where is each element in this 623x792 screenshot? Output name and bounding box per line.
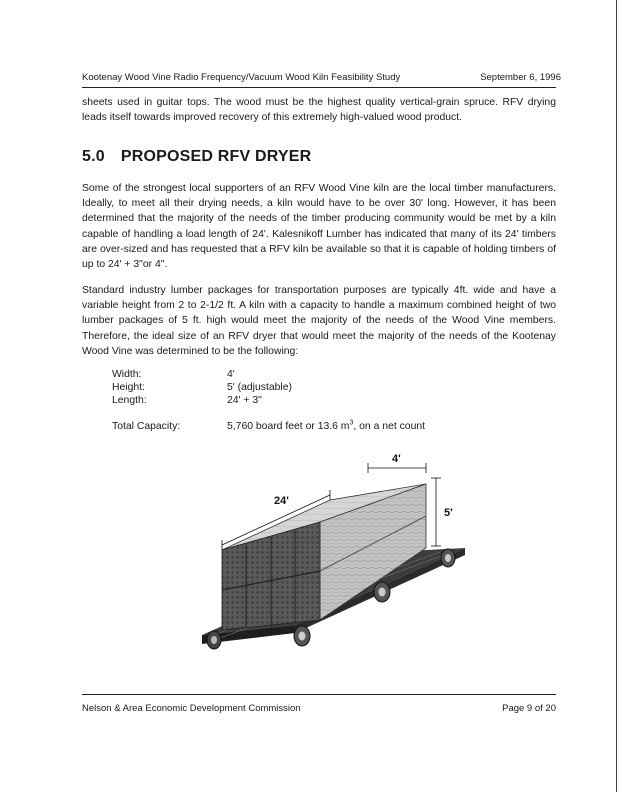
capacity-label: Total Capacity: (112, 421, 181, 432)
dimension-height (431, 478, 453, 546)
header-title: Kootenay Wood Vine Radio Frequency/Vacuum Wood Kiln Feasibility Study (82, 72, 401, 83)
spec-height-label: Height: (112, 382, 145, 393)
footer-divider (82, 694, 556, 695)
lumber-package-figure (190, 440, 490, 665)
cart-wheel-rear-right (441, 549, 455, 567)
spec-length-label: Length: (112, 395, 147, 406)
dimension-height-label: 5' (444, 507, 453, 519)
paragraph-packages: Standard industry lumber packages for transportation purposes are typically 4ft. wide and have a variable height from 2 to 2-1/2 ft. A kiln with a capacity to handle a maximum combined height of two lumber packages of 5 ft. high would meet the majority of the needs of the Wood Vine members. Therefore, the ideal size of an RFV dryer that would meet the majority of the needs of the Kootenay Wood Vine was determined to be the following: (82, 285, 556, 357)
paragraph-timber: Some of the strongest local supporters of an RFV Wood Vine kiln are the local timber manufacturers. Ideally, to meet all their drying needs, a kiln would have to be over 30' long. However, it has been determined that the majority of the needs of the timber producing community would be met by a kiln capable of handling a load length of 24'. Kalesnikoff Lumber has indicated that many of its 24' timbers are over-sized and has requested that a RFV kiln be available so that it is capable of holding timbers of up to 24' + 3"or 4". (82, 183, 556, 271)
cart-wheel-rear-middle (374, 582, 390, 602)
page-edge-rule (616, 0, 617, 792)
dimension-length-label: 24' (274, 495, 289, 507)
dimension-width (368, 453, 426, 473)
section-number: 5.0 (82, 148, 105, 165)
header-divider (82, 87, 556, 88)
section-heading (82, 148, 311, 166)
dimension-width-label: 4' (392, 453, 401, 465)
spec-width-value: 4' (227, 369, 235, 380)
paragraph-intro: sheets used in guitar tops. The wood must be the highest quality vertical-grain spruce. RFV drying leads itself towards improved recovery of this extremely high-valued wood product. (82, 97, 556, 124)
spec-height-value: 5' (adjustable) (227, 382, 292, 393)
cart-wheel-front-left (207, 631, 221, 649)
footer-organization: Nelson & Area Economic Development Commission (82, 703, 301, 714)
lumber-stack (222, 484, 426, 630)
capacity-value: 5,760 board feet or 13.6 $m^3$, on a net count (227, 419, 426, 432)
spec-length-value: 24' + 3" (227, 395, 262, 406)
spec-width-label: Width: (112, 369, 142, 380)
header-date: September 6, 1996 (480, 72, 561, 83)
cart-wheel-front-right (294, 626, 310, 646)
section-title: PROPOSED RFV DRYER (120, 148, 312, 165)
footer-page-number: Page 9 of 20 (502, 703, 556, 714)
